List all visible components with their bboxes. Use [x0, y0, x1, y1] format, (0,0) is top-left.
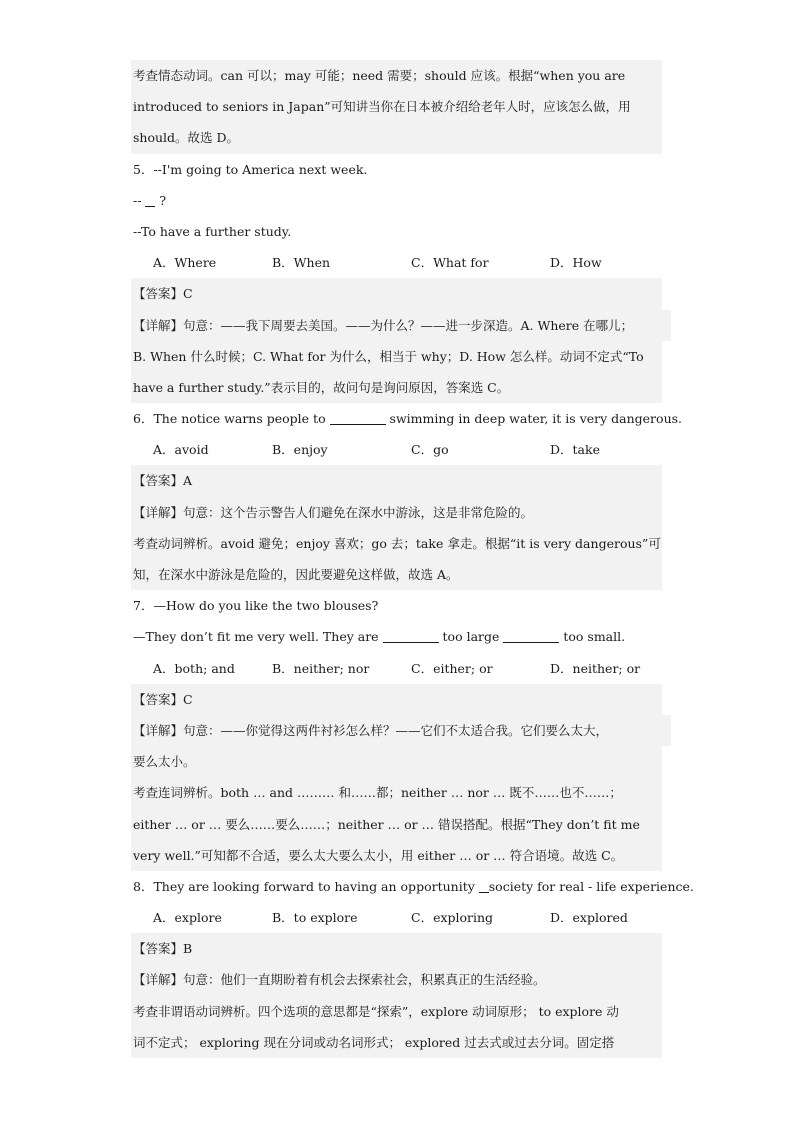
- q6-stem: 6．The notice warns people to swimming in deep water, it is very dangerous.: [133, 411, 683, 427]
- q5-stem: 5．--I'm going to America next week.: [133, 161, 368, 177]
- option-d: D．neither; or: [550, 660, 641, 676]
- q8-answer: 【答案】B: [131, 933, 662, 964]
- option-d: D．How: [550, 255, 602, 271]
- q8-detail: 【详解】句意：他们一直期盼着有机会去探索社会，积累真正的生活经验。: [131, 964, 662, 995]
- option-a: A．both; and: [153, 660, 235, 676]
- q8-detail: 考查非谓语动词辨析。四个选项的意思都是“探索”，explore 动词原形； to explore 动: [131, 996, 662, 1027]
- option-c: C．What for: [411, 255, 489, 271]
- option-a: A．explore: [153, 910, 222, 926]
- option-b: B．enjoy: [272, 442, 328, 458]
- answer-blank: [383, 628, 439, 643]
- q7-detail: 要么太小。: [131, 746, 662, 777]
- q6-detail: 【详解】句意：这个告示警告人们避免在深水中游泳，这是非常危险的。: [131, 497, 662, 528]
- q8-options: [131, 902, 662, 933]
- q4-explanation-line: introduced to seniors in Japan”可知讲当你在日本被介绍给老年人时，应该怎么做，用: [131, 91, 662, 122]
- q5-stem: -- ?: [133, 192, 167, 208]
- q6-detail: 考查动词辨析。avoid 避免；enjoy 喜欢；go 去；take 拿走。根据“it is very dangerous”可: [131, 528, 662, 559]
- q7-stem: 7．—How do you like the two blouses?: [133, 598, 379, 614]
- q8-stem: 8．They are looking forward to having an opportunity society for real - life experience.: [133, 878, 694, 894]
- q7-detail: either … or … 要么……要么……；neither … or … 错误搭配。根据“They don’t fit me: [131, 809, 662, 840]
- q5-stem: --To have a further study.: [133, 223, 292, 239]
- option-b: B．neither; nor: [272, 660, 370, 676]
- q7-detail: 考查连词辨析。both … and ……… 和……都；neither … nor … 既不……也不……；: [131, 777, 662, 808]
- q7-answer: 【答案】C: [131, 684, 662, 715]
- q7-stem: —They don’t fit me very well. They are too large too small.: [133, 629, 626, 645]
- q7-detail: very well.”可知都不合适，要么太大要么太小，用 either … or … 符合语境。故选 C。: [131, 840, 662, 871]
- q6-options: [131, 434, 662, 465]
- q6-answer: 【答案】A: [131, 465, 662, 496]
- q8-detail: 词不定式； exploring 现在分词或动名词形式； explored 过去式或过去分词。固定搭: [131, 1027, 662, 1058]
- option-c: C．either; or: [411, 660, 493, 676]
- q6-detail: 知，在深水中游泳是危险的，因此要避免这样做，故选 A。: [131, 559, 662, 590]
- option-b: B．to explore: [272, 910, 358, 926]
- answer-blank: [479, 878, 489, 893]
- q5-detail: 【详解】句意：——我下周要去美国。——为什么？——进一步深造。A. Where 在哪儿；: [131, 310, 671, 341]
- q7-detail: 【详解】句意：——你觉得这两件衬衫怎么样？——它们不太适合我。它们要么太大，: [131, 715, 671, 746]
- q5-answer: 【答案】C: [131, 278, 662, 309]
- q4-explanation-line: should。故选 D。: [131, 122, 662, 153]
- option-b: B．When: [272, 255, 331, 271]
- option-d: D．take: [550, 442, 600, 458]
- q5-detail: B. When 什么时候；C. What for 为什么，相当于 why；D. How 怎么样。动词不定式“To: [131, 341, 662, 372]
- option-c: C．go: [411, 442, 449, 458]
- answer-blank: [330, 410, 386, 425]
- option-d: D．explored: [550, 910, 628, 926]
- option-a: A．avoid: [153, 442, 209, 458]
- q5-options: [131, 247, 662, 278]
- q4-explanation-line: 考查情态动词。can 可以；may 可能；need 需要；should 应该。根据“when you are: [131, 60, 662, 91]
- option-c: C．exploring: [411, 910, 494, 926]
- q5-detail: have a further study.”表示目的，故问句是询问原因，答案选 C。: [131, 372, 662, 403]
- q7-options: [131, 653, 662, 684]
- answer-blank: [145, 192, 155, 207]
- answer-blank: [503, 628, 559, 643]
- document-page: [131, 60, 694, 1058]
- option-a: A．Where: [153, 255, 217, 271]
